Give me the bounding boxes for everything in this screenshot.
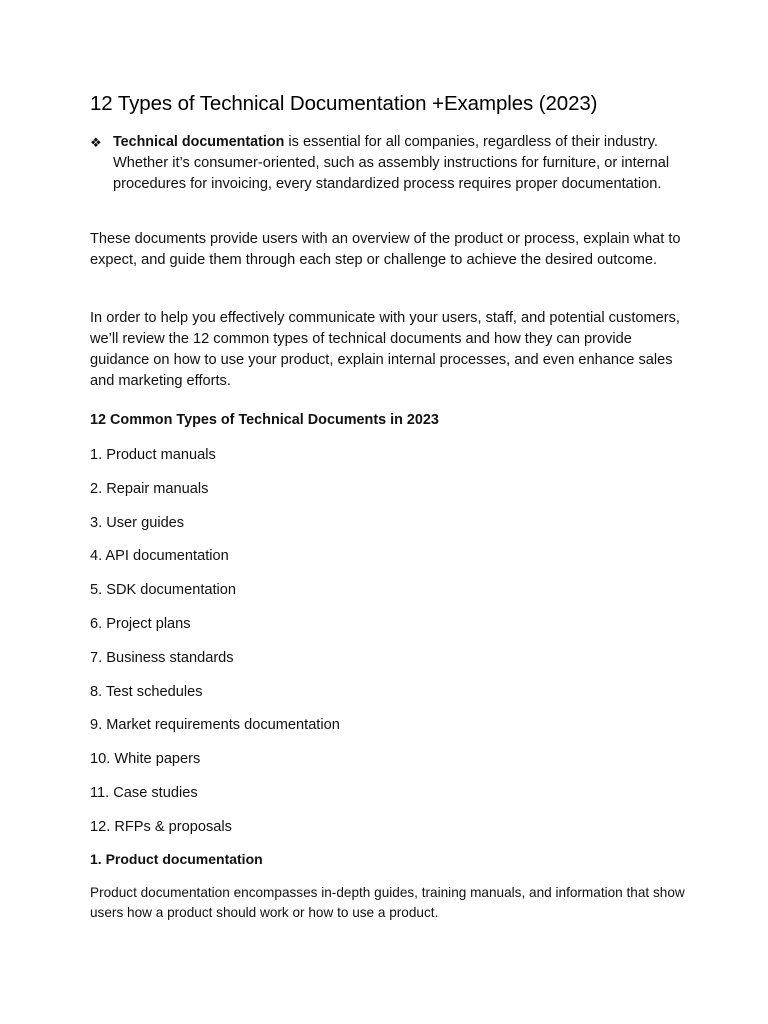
list-item: 3. User guides xyxy=(90,514,185,531)
paragraph-product-documentation: Product documentation encompasses in-depth guides, training manuals, and information that show users how a product should work or how to use a product. xyxy=(90,885,685,920)
sub-heading: 1. Product documentation xyxy=(90,851,263,867)
list-item: 2. Repair manuals xyxy=(90,480,209,497)
list-item: 8. Test schedules xyxy=(90,683,203,700)
paragraph-purpose: In order to help you effectively communicate with your users, staff, and potential customers, we’ll review the 12 common types of technical documents and how they can provide guidance on how to use your product, explain internal processes, and even enhance sales and marketing efforts. xyxy=(90,310,680,389)
paragraph-overview: These documents provide users with an overview of the product or process, explain what to expect, and guide them through each step or challenge to achieve the desired outcome. xyxy=(90,231,681,268)
list-item: 1. Product manuals xyxy=(90,447,216,463)
list-item: 7. Business standards xyxy=(90,649,234,666)
list-item: 4. API documentation xyxy=(90,548,229,565)
list-item: 5. SDK documentation xyxy=(90,582,237,599)
diamond-bullet-icon: ❖ xyxy=(90,135,102,150)
intro-bullet xyxy=(90,132,690,195)
list-item: 11. Case studies xyxy=(90,784,198,801)
list-item: 10. White papers xyxy=(90,751,201,768)
document-title: 12 Types of Technical Documentation +Examples (2023) xyxy=(90,92,598,115)
intro-bullet-text xyxy=(113,132,690,195)
document-types-list xyxy=(90,445,340,851)
list-item: 6. Project plans xyxy=(90,615,191,632)
list-item: 9. Market requirements documentation xyxy=(90,717,340,734)
intro-bullet-body: is essential for all companies, regardless of their industry. Whether it’s consumer-oriented, such as assembly instructions for furniture, or internal procedures for invoicing, every standardized process requires proper documentation. xyxy=(113,134,670,192)
list-item: 12. RFPs & proposals xyxy=(90,818,232,835)
bold-term: Technical documentation xyxy=(113,134,285,150)
section-heading: 12 Common Types of Technical Documents in 2023 xyxy=(90,412,439,428)
